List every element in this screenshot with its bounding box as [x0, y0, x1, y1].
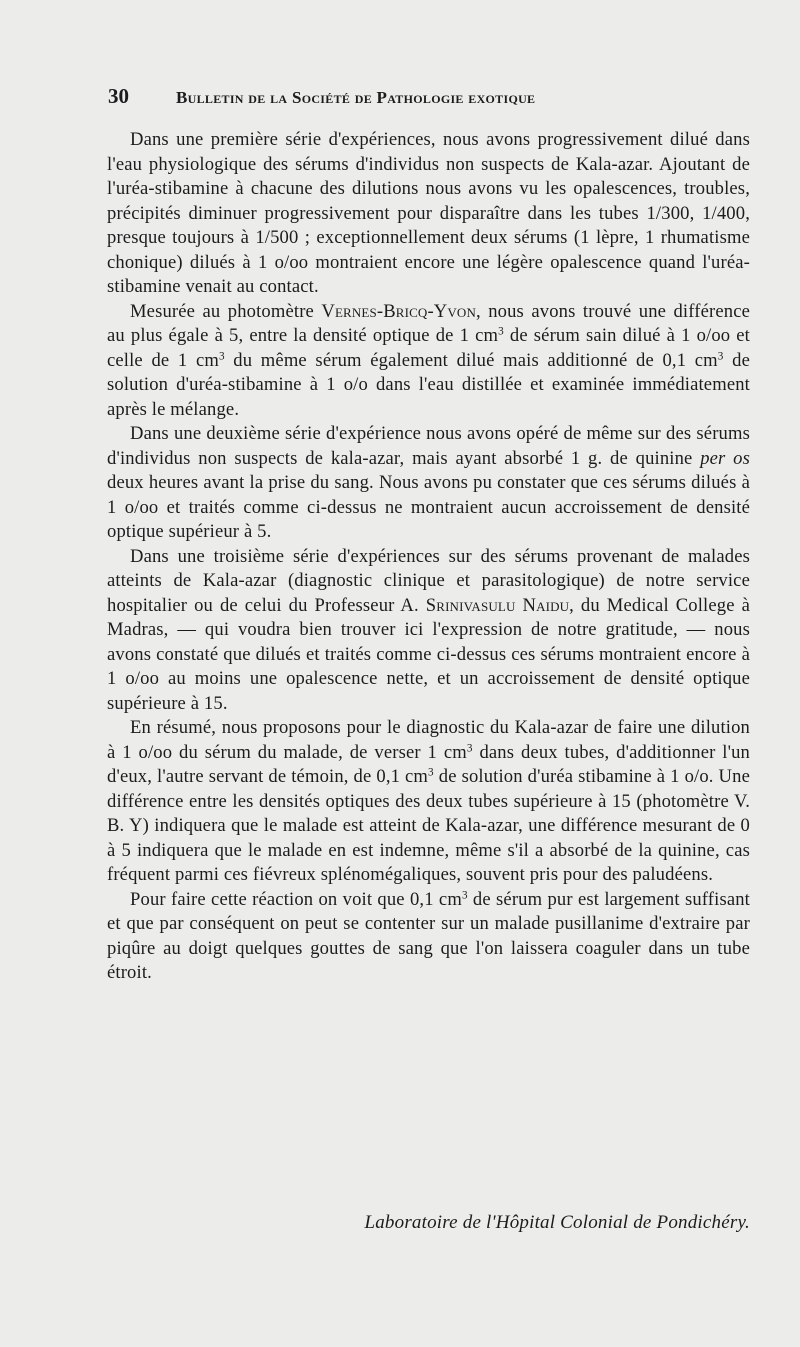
- paragraph-method: Pour faire cette réaction on voit que 0,1 $cm^3$ de sérum pur est largement suffisant et que par conséquent on peut se contenter sur un malade pusillanime d'extraire par piqûre au doigt quelques gouttes de sang que l'on laissera coaguler dans un tube étroit.: [107, 888, 750, 983]
- paragraph-first-series: Dans une première série d'expériences, nous avons progressivement dilué dans l'eau physiologique des sérums d'individus non suspects de Kala-azar. Ajoutant de l'uréa-stibamine à chacune des dilutions nous avons vu les opalescences, troubles, précipités diminuer progressivement pour disparaître dans les tubes 1/300, 1/400, presque toujours à 1/500 ; exceptionnellement deux sérums (1 lèpre, 1 rhumatisme chonique) dilués à 1 o/oo montraient encore une légère opalescence quand l'uréa-stibamine venait au contact.: [107, 129, 750, 297]
- author-name-vby: Vernes-Bricq-Yvon: [321, 300, 476, 322]
- article-body: [107, 128, 750, 986]
- author-name-naidu: Srinivasulu Naidu: [425, 594, 570, 616]
- italic-per-os: per os: [700, 447, 750, 469]
- paragraph-second-series: Dans une deuxième série d'expérience nous avons opéré de même sur des sérums d'individus non suspects de kala-azar, mais ayant absorbé 1 g. de quinine per os deux heures avant la prise du sang. Nous avons pu constater que ces sérums dilués à 1 o/oo et traités comme ci-dessus ne montraient aucun accroissement de densité optique supérieur à 5.: [107, 423, 750, 542]
- page-number: 30: [108, 84, 129, 108]
- running-title: Bulletin de la Société de Pathologie exotique: [176, 88, 536, 107]
- running-header: [108, 84, 748, 114]
- laboratory-signature: Laboratoire de l'Hôpital Colonial de Pondichéry.: [364, 1212, 750, 1233]
- paragraph-third-series: Dans une troisième série d'expériences sur des sérums provenant de malades atteints de Kala-azar (diagnostic clinique et parasitologique) de notre service hospitalier ou de celui du Professeur A. Srinivasulu Naidu, du Medical College à Madras, — qui voudra bien trouver ici l'expression de notre gratitude, — nous avons constaté que dilués et traités comme ci-dessus ces sérums montraient encore à 1 o/oo au moins une opalescence nette, et un accroissement de densité optique supérieure à 15.: [107, 545, 750, 714]
- paragraph-photometer: Mesurée au photomètre Vernes-Bricq-Yvon, nous avons trouvé une différence au plus égale à 5, entre la densité optique de 1 $cm^3$ de sérum sain dilué à 1 o/oo et celle de 1 $cm^3$ du même sérum également dilué mais additionné de 0,1 $cm^3$ de solution d'uréa-stibamine à 1 o/o dans l'eau distillée et examinée immédiatement après le mélange.: [107, 300, 750, 420]
- paragraph-summary: En résumé, nous proposons pour le diagnostic du Kala-azar de faire une dilution à 1 o/oo du sérum du malade, de verser 1 $cm^3$ dans deux tubes, d'additionner l'un d'eux, l'autre servant de témoin, de 0,1 $cm^3$ de solution d'uréa stibamine à 1 o/o. Une différence entre les densités optiques des deux tubes supérieure à 15 (photomètre V. B. Y) indiquera que le malade est atteint de Kala-azar, une différence mesurant de 0 à 5 indiquera que le malade en est indemne, même s'il a absorbé de la quinine, cas fréquent parmi ces fiévreux splénomégaliques, souvent pris pour des paludéens.: [107, 717, 750, 885]
